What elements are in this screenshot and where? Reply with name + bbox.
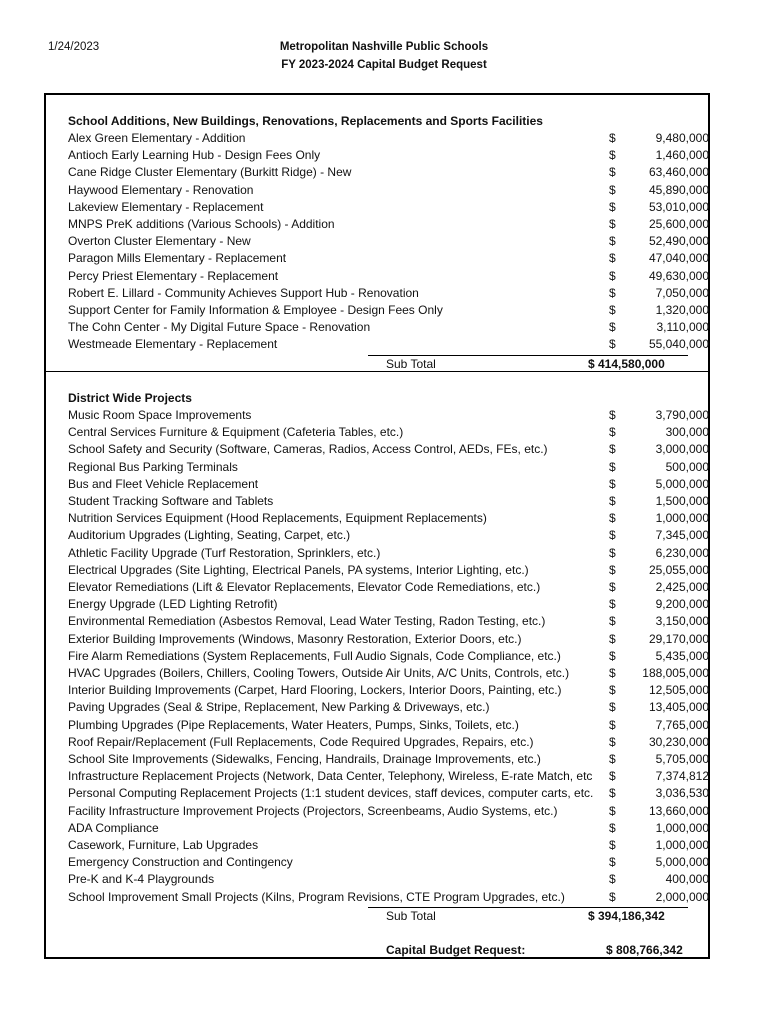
row-currency: $ bbox=[609, 717, 616, 732]
row-currency: $ bbox=[609, 580, 616, 594]
row-currency: $ bbox=[609, 234, 616, 249]
row-currency: $ bbox=[609, 251, 616, 266]
row-currency: $ bbox=[609, 425, 616, 440]
row-label: The Cohn Center - My Digital Future Space - Renovation bbox=[68, 320, 371, 335]
table-row bbox=[68, 407, 709, 424]
row-currency: $ bbox=[609, 683, 616, 698]
row-amount: 1,000,000 bbox=[655, 511, 709, 526]
table-row bbox=[68, 871, 709, 888]
header-date: 1/24/2023 bbox=[48, 41, 100, 53]
row-amount: 30,230,000 bbox=[648, 734, 709, 749]
row-currency: $ bbox=[609, 442, 616, 457]
table-row bbox=[68, 613, 709, 630]
budget-table bbox=[44, 93, 710, 959]
row-label: Personal Computing Replacement Projects (1:1 student devices, staff devices, computer carts, etc. bbox=[68, 786, 594, 801]
row-currency: $ bbox=[609, 217, 616, 231]
row-label: Nutrition Services Equipment (Hood Replacements, Equipment Replacements) bbox=[68, 511, 487, 526]
row-currency: $ bbox=[609, 648, 616, 663]
row-amount: 3,110,000 bbox=[656, 320, 709, 335]
row-label: Energy Upgrade (LED Lighting Retrofit) bbox=[68, 597, 278, 612]
table-row bbox=[68, 130, 709, 147]
row-label: Westmeade Elementary - Replacement bbox=[68, 337, 278, 352]
row-currency: $ bbox=[609, 337, 616, 352]
row-label: MNPS PreK additions (Various Schools) - Addition bbox=[68, 217, 335, 231]
row-amount: 500,000 bbox=[665, 459, 709, 474]
row-label: Central Services Furniture & Equipment (Cafeteria Tables, etc.) bbox=[68, 425, 404, 440]
row-label: Alex Green Elementary - Addition bbox=[68, 131, 246, 145]
row-currency: $ bbox=[609, 803, 616, 818]
row-currency: $ bbox=[609, 889, 616, 904]
row-label: Bus and Fleet Vehicle Replacement bbox=[68, 476, 259, 491]
table-row bbox=[68, 785, 709, 802]
row-amount: 6,230,000 bbox=[655, 545, 709, 560]
row-label: ADA Compliance bbox=[68, 820, 159, 835]
table-row bbox=[68, 562, 709, 579]
row-amount: 400,000 bbox=[665, 872, 709, 887]
table-row bbox=[68, 734, 709, 751]
table-row bbox=[68, 459, 709, 476]
row-amount: 7,345,000 bbox=[655, 528, 709, 543]
row-amount: 45,890,000 bbox=[648, 182, 709, 197]
row-currency: $ bbox=[609, 734, 616, 749]
row-amount: 2,425,000 bbox=[655, 580, 709, 594]
row-label: Environmental Remediation (Asbestos Removal, Lead Water Testing, Radon Testing, etc.) bbox=[68, 614, 546, 629]
row-amount: 13,660,000 bbox=[648, 803, 709, 818]
row-label: Emergency Construction and Contingency bbox=[68, 855, 293, 870]
table-row bbox=[68, 285, 709, 302]
table-row bbox=[68, 216, 709, 233]
row-amount: 3,790,000 bbox=[655, 408, 709, 422]
row-label: Paving Upgrades (Seal & Stripe, Replacement, New Parking & Driveways, etc.) bbox=[68, 700, 490, 715]
row-currency: $ bbox=[609, 494, 616, 508]
grand-total-amount: $ 808,766,342 bbox=[606, 943, 683, 957]
table-row bbox=[68, 579, 709, 596]
row-currency: $ bbox=[609, 528, 616, 543]
table-row bbox=[68, 631, 709, 648]
row-amount: 1,000,000 bbox=[655, 838, 709, 852]
row-label: Paragon Mills Elementary - Replacement bbox=[68, 251, 287, 266]
section1-heading: School Additions, New Buildings, Renovations, Replacements and Sports Facilities bbox=[68, 114, 543, 128]
row-label: Antioch Early Learning Hub - Design Fees Only bbox=[68, 148, 321, 163]
table-row bbox=[68, 803, 709, 820]
table-row bbox=[68, 768, 709, 785]
section2-heading: District Wide Projects bbox=[68, 391, 192, 405]
row-label: Fire Alarm Remediations (System Replacements, Full Audio Signals, Code Compliance, etc.) bbox=[68, 648, 561, 663]
row-currency: $ bbox=[609, 131, 616, 145]
row-currency: $ bbox=[609, 700, 616, 715]
row-amount: 25,055,000 bbox=[648, 562, 709, 577]
row-currency: $ bbox=[609, 597, 616, 612]
row-label: HVAC Upgrades (Boilers, Chillers, Cooling Towers, Outside Air Units, A/C Units, Controls, etc.) bbox=[68, 666, 570, 680]
table-row bbox=[68, 699, 709, 716]
row-currency: $ bbox=[609, 303, 616, 317]
row-amount: 49,630,000 bbox=[648, 268, 709, 283]
row-label: Lakeview Elementary - Replacement bbox=[68, 199, 264, 214]
row-currency: $ bbox=[609, 666, 616, 680]
grand-total-label: Capital Budget Request: bbox=[386, 943, 526, 957]
row-currency: $ bbox=[609, 199, 616, 214]
row-currency: $ bbox=[609, 165, 616, 180]
section2-subtotal-label: Sub Total bbox=[386, 909, 436, 923]
row-currency: $ bbox=[609, 855, 616, 870]
row-amount: 1,500,000 bbox=[655, 494, 709, 508]
row-currency: $ bbox=[609, 320, 616, 335]
row-amount: 52,490,000 bbox=[648, 234, 709, 249]
row-currency: $ bbox=[609, 545, 616, 560]
row-currency: $ bbox=[609, 268, 616, 283]
row-currency: $ bbox=[609, 476, 616, 491]
row-amount: 188,005,000 bbox=[642, 666, 709, 680]
row-amount: 1,460,000 bbox=[655, 148, 709, 163]
section2-subtotal-row bbox=[368, 907, 688, 925]
section2-subtotal-amount: $ 394,186,342 bbox=[588, 909, 665, 923]
row-label: Facility Infrastructure Improvement Projects (Projectors, Screenbeams, Audio Systems, etc.) bbox=[68, 803, 558, 818]
row-amount: 25,600,000 bbox=[648, 217, 709, 231]
table-row bbox=[68, 837, 709, 854]
table-row bbox=[68, 527, 709, 544]
row-amount: 53,010,000 bbox=[648, 199, 709, 214]
row-amount: 29,170,000 bbox=[648, 631, 709, 646]
table-row bbox=[68, 476, 709, 493]
table-row bbox=[68, 596, 709, 613]
row-currency: $ bbox=[609, 786, 616, 801]
row-amount: 3,036,530 bbox=[655, 786, 709, 801]
table-row bbox=[68, 682, 709, 699]
row-amount: 9,200,000 bbox=[655, 597, 709, 612]
table-row bbox=[68, 820, 709, 837]
row-amount: 9,480,000 bbox=[655, 131, 709, 145]
table-row bbox=[68, 889, 709, 906]
row-currency: $ bbox=[609, 631, 616, 646]
row-currency: $ bbox=[609, 872, 616, 887]
table-row bbox=[68, 751, 709, 768]
row-amount: 47,040,000 bbox=[648, 251, 709, 266]
row-amount: 5,000,000 bbox=[655, 476, 709, 491]
row-label: Casework, Furniture, Lab Upgrades bbox=[68, 838, 259, 852]
row-currency: $ bbox=[609, 562, 616, 577]
table-row bbox=[68, 233, 709, 250]
section1-subtotal-label: Sub Total bbox=[386, 357, 436, 371]
row-label: Robert E. Lillard - Community Achieves Support Hub - Renovation bbox=[68, 285, 419, 300]
table-row bbox=[68, 268, 709, 285]
row-label: Elevator Remediations (Lift & Elevator Replacements, Elevator Code Remediations, etc.) bbox=[68, 580, 541, 594]
table-row bbox=[68, 510, 709, 527]
row-label: School Improvement Small Projects (Kilns, Program Revisions, CTE Program Upgrades, etc.) bbox=[68, 889, 565, 904]
row-label: Pre-K and K-4 Playgrounds bbox=[68, 872, 215, 887]
table-row bbox=[68, 336, 709, 353]
row-amount: 55,040,000 bbox=[648, 337, 709, 352]
row-currency: $ bbox=[609, 614, 616, 629]
row-amount: 3,000,000 bbox=[655, 442, 709, 457]
row-amount: 2,000,000 bbox=[655, 889, 709, 904]
row-currency: $ bbox=[609, 752, 616, 766]
row-currency: $ bbox=[609, 182, 616, 197]
row-amount: 13,405,000 bbox=[648, 700, 709, 715]
row-label: Haywood Elementary - Renovation bbox=[68, 182, 254, 197]
row-label: Overton Cluster Elementary - New bbox=[68, 234, 251, 249]
table-row bbox=[68, 302, 709, 319]
section1-subtotal-amount: $ 414,580,000 bbox=[588, 357, 665, 371]
row-label: Percy Priest Elementary - Replacement bbox=[68, 268, 279, 283]
table-row bbox=[68, 319, 709, 336]
row-amount: 1,320,000 bbox=[655, 303, 709, 317]
row-label: Athletic Facility Upgrade (Turf Restoration, Sprinklers, etc.) bbox=[68, 545, 381, 560]
row-label: Roof Repair/Replacement (Full Replacements, Code Required Upgrades, Repairs, etc.) bbox=[68, 734, 534, 749]
table-row bbox=[68, 648, 709, 665]
row-label: Music Room Space Improvements bbox=[68, 408, 252, 422]
row-label: Electrical Upgrades (Site Lighting, Electrical Panels, PA systems, Interior Lighting, etc.) bbox=[68, 562, 529, 577]
row-label: Student Tracking Software and Tablets bbox=[68, 494, 274, 508]
row-amount: 5,435,000 bbox=[655, 648, 709, 663]
header-org: Metropolitan Nashville Public Schools bbox=[279, 41, 489, 53]
table-row bbox=[68, 250, 709, 267]
table-row bbox=[68, 854, 709, 871]
row-currency: $ bbox=[609, 408, 616, 422]
table-row bbox=[68, 545, 709, 562]
row-amount: 7,765,000 bbox=[655, 717, 709, 732]
header-title: FY 2023-2024 Capital Budget Request bbox=[281, 59, 487, 71]
row-currency: $ bbox=[609, 148, 616, 163]
section-divider bbox=[46, 371, 708, 372]
row-amount: 7,374,812 bbox=[655, 769, 709, 784]
row-label: Auditorium Upgrades (Lighting, Seating, Carpet, etc.) bbox=[68, 528, 351, 543]
row-amount: 7,050,000 bbox=[655, 285, 709, 300]
row-label: Exterior Building Improvements (Windows, Masonry Restoration, Exterior Doors, etc.) bbox=[68, 631, 522, 646]
table-row bbox=[68, 493, 709, 510]
row-label: Plumbing Upgrades (Pipe Replacements, Water Heaters, Pumps, Sinks, Toilets, etc.) bbox=[68, 717, 519, 732]
row-currency: $ bbox=[609, 459, 616, 474]
row-amount: 5,705,000 bbox=[655, 752, 709, 766]
row-amount: 1,000,000 bbox=[655, 820, 709, 835]
row-currency: $ bbox=[609, 285, 616, 300]
row-amount: 63,460,000 bbox=[648, 165, 709, 180]
table-row bbox=[68, 182, 709, 199]
row-amount: 5,000,000 bbox=[655, 855, 709, 870]
row-label: Cane Ridge Cluster Elementary (Burkitt Ridge) - New bbox=[68, 165, 352, 180]
row-amount: 12,505,000 bbox=[648, 683, 709, 698]
table-row bbox=[68, 199, 709, 216]
row-label: School Safety and Security (Software, Cameras, Radios, Access Control, AEDs, FEs, etc.) bbox=[68, 442, 548, 457]
table-row bbox=[68, 441, 709, 458]
row-currency: $ bbox=[609, 820, 616, 835]
row-currency: $ bbox=[609, 769, 616, 784]
row-amount: 3,150,000 bbox=[655, 614, 709, 629]
row-label: Support Center for Family Information & Employee - Design Fees Only bbox=[68, 303, 443, 317]
row-label: Regional Bus Parking Terminals bbox=[68, 459, 238, 474]
row-label: Infrastructure Replacement Projects (Network, Data Center, Telephony, Wireless, E-rate Match, etc bbox=[68, 769, 593, 784]
table-row bbox=[68, 665, 709, 682]
table-row bbox=[68, 424, 709, 441]
table-row bbox=[68, 164, 709, 181]
row-amount: 300,000 bbox=[665, 425, 709, 440]
row-currency: $ bbox=[609, 838, 616, 852]
row-currency: $ bbox=[609, 511, 616, 526]
row-label: School Site Improvements (Sidewalks, Fencing, Handrails, Drainage Improvements, etc.) bbox=[68, 752, 541, 766]
table-row bbox=[68, 147, 709, 164]
row-label: Interior Building Improvements (Carpet, Hard Flooring, Lockers, Interior Doors, Painting, etc.) bbox=[68, 683, 562, 698]
table-row bbox=[68, 717, 709, 734]
